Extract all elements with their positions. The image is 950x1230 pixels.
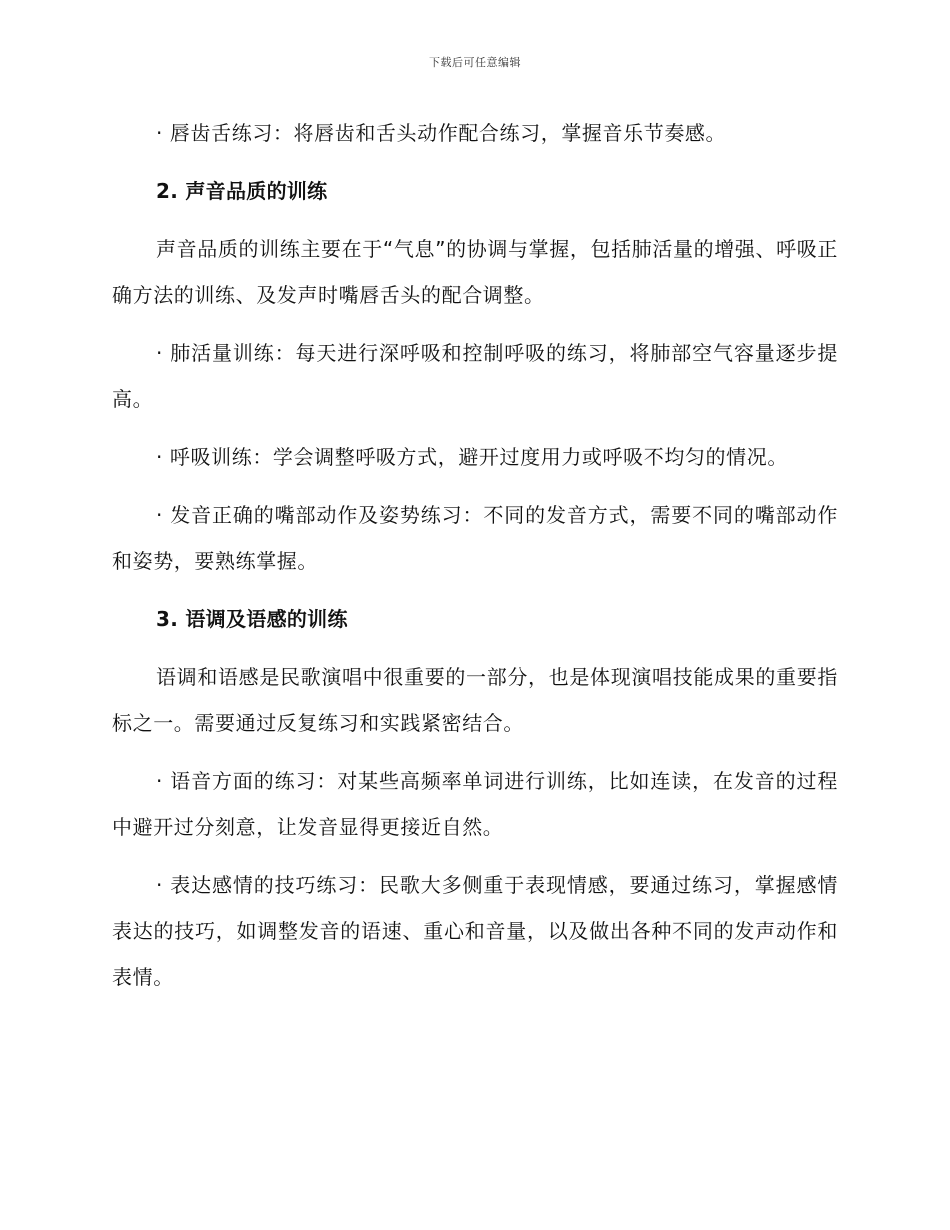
- bullet-lung-capacity: · 肺活量训练：每天进行深呼吸和控制呼吸的练习，将肺部空气容量逐步提高。: [112, 341, 838, 411]
- page-header: 下载后可任意编辑: [429, 56, 521, 69]
- section-heading-voice-quality: 2. 声音品质的训练: [156, 179, 328, 203]
- bullet-emotion-expression: · 表达感情的技巧练习：民歌大多侧重于表现情感，要通过练习，掌握感情表达的技巧，如调整发音的语速、重心和音量，以及做出各种不同的发声动作和表情。: [112, 873, 838, 989]
- bullet-breathing-training: · 呼吸训练：学会调整呼吸方式，避开过度用力或呼吸不均匀的情况。: [156, 445, 788, 469]
- paragraph-intonation-intro: 语调和语感是民歌演唱中很重要的一部分，也是体现演唱技能成果的重要指标之一。需要通过反复练习和实践紧密结合。: [112, 665, 838, 735]
- section-heading-intonation: 3. 语调及语感的训练: [156, 607, 348, 631]
- paragraph-voice-quality-intro: 声音品质的训练主要在于“气息”的协调与掌握，包括肺活量的增强、呼吸正确方法的训练、及发声时嘴唇舌头的配合调整。: [112, 237, 838, 307]
- document-body: [112, 110, 838, 1012]
- bullet-mouth-posture: · 发音正确的嘴部动作及姿势练习：不同的发音方式，需要不同的嘴部动作和姿势，要熟练掌握。: [112, 503, 838, 573]
- bullet-lip-tongue-practice: · 唇齿舌练习：将唇齿和舌头动作配合练习，掌握音乐节奏感。: [156, 121, 727, 145]
- bullet-pronunciation-practice: · 语音方面的练习：对某些高频率单词进行训练，比如连读，在发音的过程中避开过分刻意，让发音显得更接近自然。: [112, 769, 838, 839]
